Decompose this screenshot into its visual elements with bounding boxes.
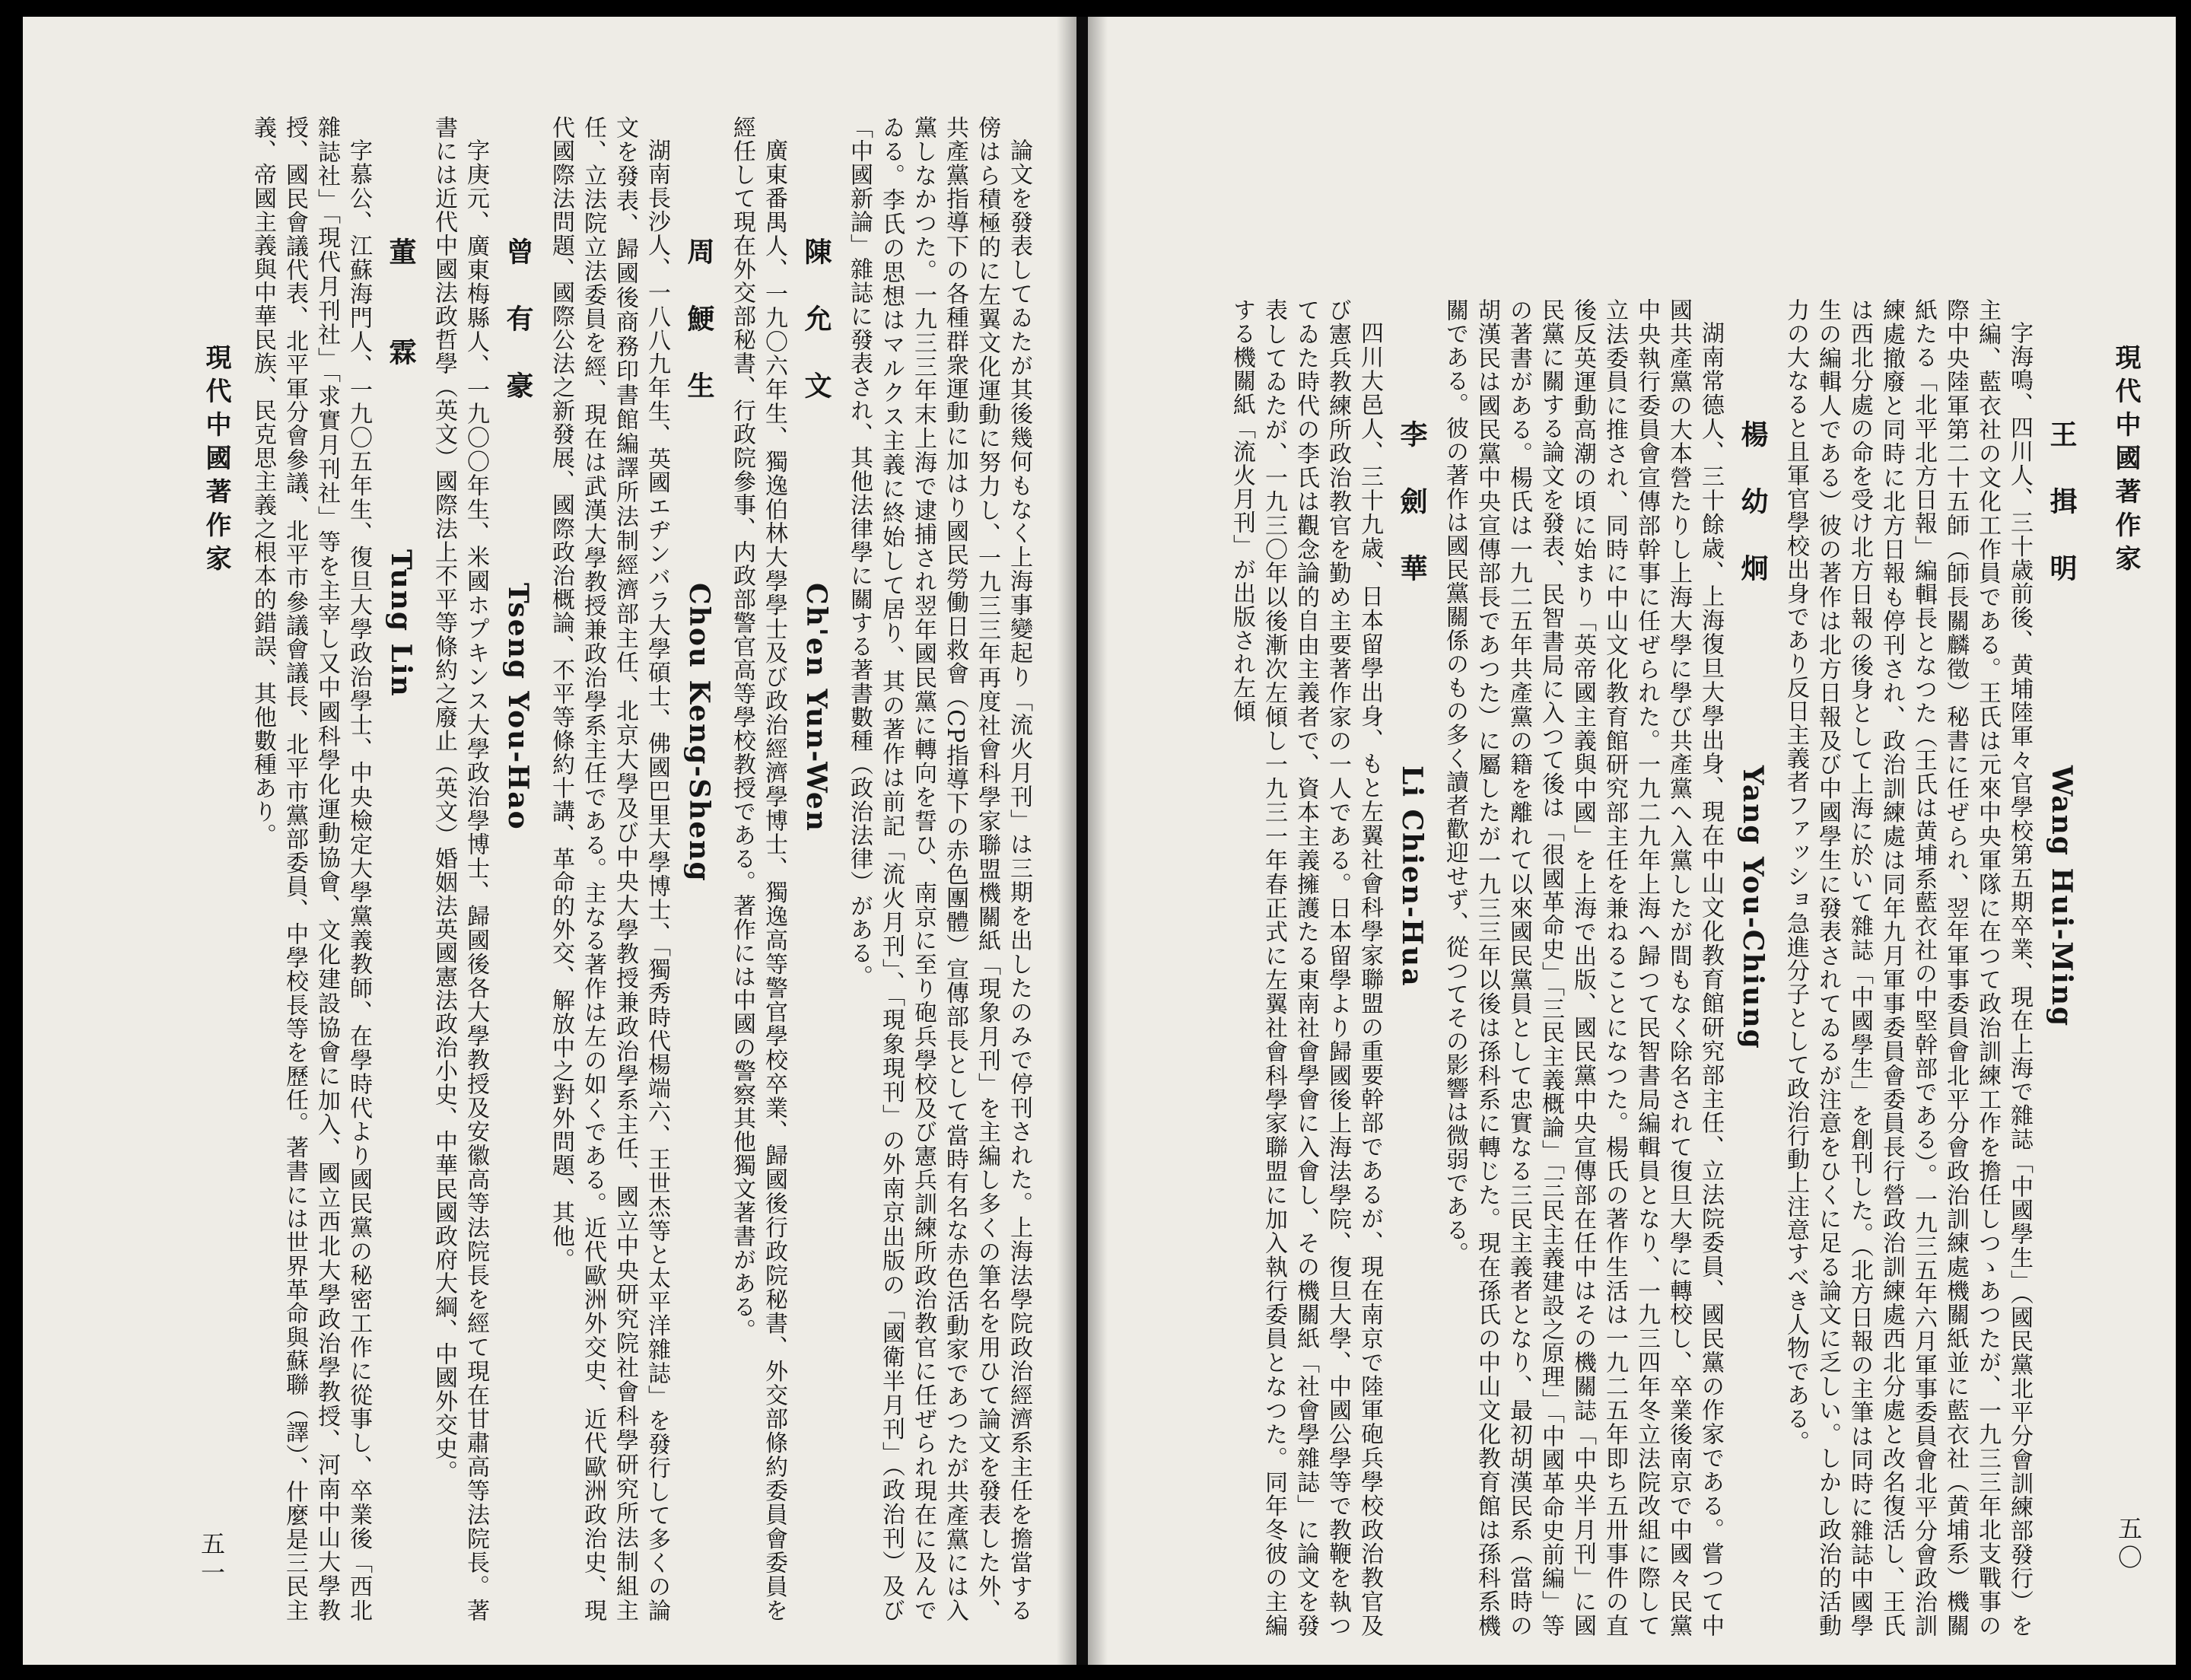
biography-entry	[843, 116, 1035, 1622]
left-page	[23, 17, 1076, 1665]
author-romanized-name: Ch'en Yun-Wen	[800, 583, 832, 832]
author-heading	[673, 116, 726, 1622]
author-name: 周 鯁 生	[683, 237, 715, 405]
author-name: 王 揖 明	[2046, 420, 2078, 587]
biography-text: 湖南長沙人、一八八九年生、英國エヂンバラ大學碩士、佛國巴里大學博士、「獨秀時代楊端六、王世杰等と太平洋雜誌」を發行して多くの論文を發表、歸國後商務印書館編譯所法制經濟部主任、北京大學及び中央大學教授兼政治學系主任、國立中央研究院社會科學研究所法制組主任、立法院立法委員を經、現在は武漢大學教授兼政治學系主任である。主なる著作は左の如くである。近代歐洲外交史、近代歐洲政治史、現代國際法問題、國際公法之新發展、國際政治概論、不平等條約十講、革命的外交、解放中之對外問題、其他。	[548, 116, 670, 1622]
author-heading	[790, 116, 843, 1622]
page-number: 五〇	[2114, 1516, 2143, 1573]
biography-entry	[246, 116, 428, 1622]
author-romanized-name: Chou Keng-Sheng	[683, 583, 715, 883]
biography-entry	[726, 116, 843, 1622]
spine-shadow	[1088, 17, 1108, 1665]
biography-text: 字庚元、廣東梅縣人、一九〇〇年生、米國ホプキンス大學政治學博士、歸國後各大學教授及安徽高等法院長を經て現在甘肅高等法院長。著書には近代中國法政哲學（英文）國際法上不平等條約之廢止（英文）婚姻法英國憲法政治小史、中華民國政府大綱、中國外交史。	[431, 116, 489, 1622]
right-page-text	[1175, 298, 2088, 1637]
author-name: 楊 幼 炯	[1737, 420, 1769, 587]
biography-text: 四川大邑人、三十九歳、日本留學出身、もと左翼社會科學家聯盟の重要幹部であるが、現在南京で陸軍砲兵學校政治教官及び憲兵教練所政治教官を勤め主要著作家の一人である。日本留學より歸國後上海法學院、復旦大學、中國公學等で教鞭を執つてゐた時代の李氏は觀念論的自由主義者で、資本主義擁護たる東南社會學會に入會し、その機關紙「社會學雜誌」に論文を發表してゐたが、一九三〇年以後漸次左傾し一九三一年春正式に左翼社會科學家聯盟に加入執行委員となつた。同年冬彼の主編する機關紙「流火月刊」が出版され左傾	[1229, 298, 1383, 1638]
biography-entry	[428, 116, 545, 1622]
author-heading	[1385, 298, 1439, 1637]
left-page-text	[228, 116, 1035, 1622]
biography-text: 字海鳴、四川人、三十歳前後、黄埔陸軍々官學校第五期卒業、現在上海で雜誌「中國學生」（國民黨北平分會訓練部發行）を主編、藍衣社の文化工作員である。王氏は元來中央軍隊に在つて政治訓練工作を擔任しつゝあつたが、一九三三年北支戰事の際中央陸軍第二十五師（師長關麟徵）秘書に任ぜられ、翌年軍事委員會北平分會政治訓練處機關紙並に藍衣社（黄埔系）機關紙たる「北平北方日報」編輯長となつた（王氏は黄埔系藍衣社の中堅幹部である）。一九三五年六月軍事委員會北平分會政治訓練處撤廢と同時に北方日報も停刊され、政治訓練處は同年九月軍事委員會委員長行營政治訓練處西北分處と改名復活し、王氏は西北分處の命を受け北方日報の後身として上海に於いて雜誌「中國學生」を創刊した。（北方日報の主筆は同時に雜誌中國學生の編輯人である）彼の著作は北方日報及び中國學生に發表されてゐるが注意をひくに足る論文に乏しい。しかし政治的活動力の大なると且軍官學校出身であり反日主義者ファッショ急進分子として政治行動上注意すべき人物である。	[1782, 298, 2033, 1638]
biography-text: 廣東番禺人、一九〇六年生、獨逸伯林大學學士及び政治經濟學博士、獨逸高等警官學校卒業、歸國後行政院秘書、外交部條約委員會委員を經任して現在外交部秘書、行政院參事、内政部警官高等學校教授である。著作には中國の警察其他獨文著書がある。	[729, 116, 787, 1622]
author-romanized-name: Tung Lin	[385, 549, 417, 698]
right-page	[1088, 17, 2176, 1665]
author-romanized-name: Yang You-Chiung	[1737, 765, 1769, 1050]
author-heading	[2035, 298, 2088, 1637]
author-romanized-name: Tseng You-Hao	[502, 583, 534, 831]
author-name: 李 劍 華	[1396, 420, 1428, 587]
biography-entry	[1226, 298, 1439, 1637]
running-head: 現代中國著作家	[2110, 344, 2141, 578]
biography-entry	[1779, 298, 2088, 1637]
author-romanized-name: Li Chien-Hua	[1396, 765, 1428, 988]
running-head: 現代中國著作家	[201, 344, 231, 578]
author-heading	[491, 116, 545, 1622]
biography-entry	[1439, 298, 1779, 1637]
biography-text: 湖南常德人、三十餘歳、上海復旦大學出身、現在中山文化教育館研究部主任、立法院委員、國民黨の作家である。嘗つて中國共產黨の大本營たりし上海大學に學び共產黨へ入黨したが間もなく除名されて復旦大學に轉校し、卒業後南京で中國々民黨中央執行委員會宣傳部幹事に任ぜられた。一九二九年上海へ歸つて民智書局編輯員となり、一九三四年冬立法院改組に際して立法委員に推され、同時に中山文化教育館研究部主任を兼ねることになつた。楊氏の著作生活は一九二五年即ち五卅事件の直後反英運動高潮の頃に始まり「英帝國主義與中國」を上海で出版、國民黨中央宣傳部在任中はその機關誌「中央半月刊」に國民黨に關する論文を發表、民智書局に入つて後は「很國革命史」「三民主義概論」「三民主義建設之原理」「中國革命史前編」等の著書がある。楊氏は一九二五年共產黨の籍を離れて以來國民黨員として忠實なる三民主義者となり、最初胡漢民系（當時の胡漢民は國民黨中央宣傳部長であつた）に屬したが一九三三年以後は孫科系に轉じた。現在孫氏の中山文化教育館は孫科系機關である。彼の著作は國民黨關係のもの多く讀者歡迎せず、從つてその影響は微弱である。	[1442, 298, 1724, 1638]
biography-text: 字慕公、江蘇海門人、一九〇五年生、復旦大學政治學士、中央檢定大學黨義教師、在學時代より國民黨の秘密工作に從事し、卒業後「西北雜誌社」「現代月刊社」「求實月刊社」等を主宰し又中國科學化運動協會、文化建設協會に加入、國立西北大學政治學教授、河南中山大學教授、國民會議代表、北平軍分會參議、北平市參議會議長、北平市黨部委員、中學校長等を歷任。著書には世界革命與蘇聯（譯）、什麼是三民主義、帝國主義與中華民族、民克思主義之根本的錯誤、其他數種あり。	[250, 116, 372, 1622]
author-name: 董 霖	[385, 237, 417, 371]
spine-shadow	[1057, 17, 1076, 1665]
biography-text: 論文を發表してゐたが其後幾何もなく上海事變起り「流火月刊」は三期を出したのみで停刊された。上海法學院政治經濟系主任を擔當する傍はら積極的に左翼文化運動に努力し、一九三三年再度社會科學家聯盟機關紙「現象月刊」を主編し多くの筆名を用ひて論文を發表した外、共產黨指導下の各種群衆運動に加はり國民勞働日救會（CP指導下の赤色團體）宣傳部長として當時有名な赤色活動家であつたが共產黨には入黨しなかつた。一九三三年末上海で逮捕され翌年國民黨に轉向を誓ひ、南京に至り砲兵學校及び憲兵訓練所政治教官に任ぜられ現在に及んでゐる。李氏の思想はマルクス主義に終始して居り、其の著作は前記「流火月刊」、「現象現刊」の外南京出版の「國衛半月刊」（政治刊）及び「中國新論」雜誌に發表され、其他法律學に關する著書數種（政治法律）がある。	[846, 116, 1032, 1622]
author-name: 曾 有 豪	[502, 237, 534, 405]
book-gutter	[1076, 17, 1088, 1665]
author-romanized-name: Wang Hui-Ming	[2046, 765, 2078, 1028]
author-name: 陳 允 文	[800, 237, 832, 405]
author-heading	[374, 116, 428, 1622]
biography-entry	[545, 116, 726, 1622]
author-heading	[1726, 298, 1779, 1637]
page-number: 五一	[197, 1531, 226, 1589]
